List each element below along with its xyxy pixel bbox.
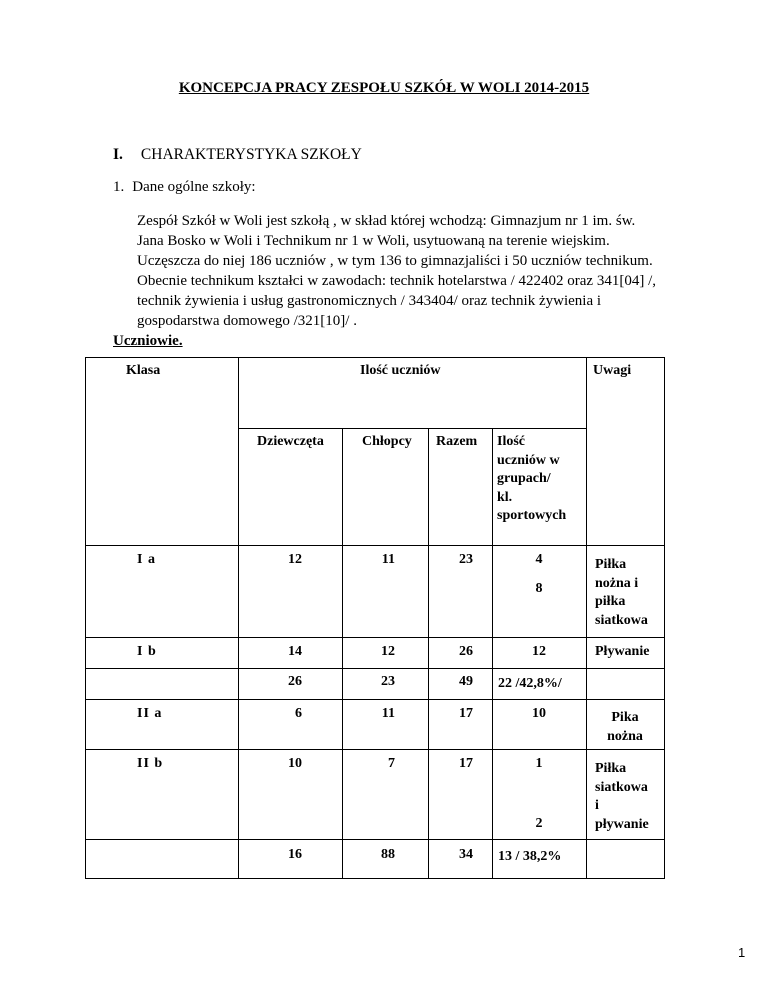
cell-grupy-ib: 12 — [532, 644, 546, 659]
header-grupy-line: sportowych — [497, 508, 567, 523]
cell-grupy-iib-2: 2 — [535, 816, 543, 831]
page-number: 1 — [738, 945, 746, 960]
cell-klasa-iia: II a — [137, 706, 163, 721]
header-ilosc-w-grupach — [497, 433, 585, 526]
cell-chlopcy-sum1: 23 — [381, 674, 395, 689]
cell-chlopcy-iia: 11 — [381, 706, 395, 721]
header-dziewczeta: Dziewczęta — [257, 434, 324, 449]
students-subheading: Uczniowie. — [113, 333, 183, 349]
header-grupy-line: kl. — [497, 489, 513, 505]
header-uwagi: Uwagi — [593, 363, 632, 378]
uwagi-line: pływanie — [595, 816, 649, 832]
section-title: CHARAKTERYSTYKA SZKOŁY — [140, 146, 362, 163]
paragraph-line: gospodarstwa domowego /321[10]/ . — [137, 313, 357, 329]
cell-klasa-iib: II b — [137, 756, 164, 771]
paragraph-line: technik żywienia i usług gastronomicznych / 343404/ oraz technik żywienia i — [137, 293, 602, 309]
paragraph-line: Jana Bosko w Woli i Technikum nr 1 w Woli, usytuowaną na terenie wiejskim. — [137, 233, 610, 249]
cell-razem-iia: 17 — [459, 706, 473, 721]
cell-razem-iib: 17 — [459, 756, 473, 771]
cell-grupy-ia-2: 8 — [535, 581, 543, 596]
header-grupy-line: Ilość — [497, 434, 525, 449]
cell-dziewczeta-iia: 6 — [295, 706, 302, 721]
document-title: KONCEPCJA PRACY ZESPOŁU SZKÓŁ W WOLI 2014-2015 — [178, 80, 590, 96]
cell-chlopcy-sum2: 88 — [381, 847, 395, 862]
cell-uwagi-ib: Pływanie — [595, 644, 650, 659]
uwagi-line: nożna i — [595, 575, 639, 591]
cell-razem-sum1: 49 — [459, 674, 473, 689]
cell-chlopcy-ib: 12 — [381, 644, 395, 659]
cell-dziewczeta-ib: 14 — [288, 644, 302, 659]
paragraph-line: Uczęszcza do niej 186 uczniów , w tym 136 to gimnazjaliści i 50 uczniów technikum. — [137, 253, 653, 269]
cell-dziewczeta-ia: 12 — [288, 552, 302, 567]
cell-dziewczeta-iib: 10 — [288, 756, 302, 771]
header-grupy-line: grupach/ — [497, 471, 551, 486]
cell-dziewczeta-sum2: 16 — [288, 847, 302, 862]
section-number: I. — [113, 146, 123, 163]
uwagi-line: i — [595, 798, 599, 813]
cell-klasa-ib: I b — [137, 644, 157, 659]
cell-razem-ia: 23 — [459, 552, 473, 567]
subsection-number: 1. — [113, 179, 125, 195]
uwagi-line: Piłka — [595, 557, 627, 572]
header-grupy-line: uczniów w — [497, 452, 560, 468]
paragraph-line: Obecnie technikum kształci w zawodach: technik hotelarstwa / 422402 oraz 341[04] /, — [137, 273, 656, 289]
header-chlopcy: Chłopcy — [362, 434, 412, 449]
uwagi-line: piłka — [595, 594, 626, 609]
uwagi-line: Piłka — [595, 761, 627, 776]
uwagi-line: siatkowa — [595, 779, 648, 795]
cell-grupy-sum1: 22 /42,8%/ — [498, 676, 562, 691]
cell-razem-sum2: 34 — [459, 847, 473, 862]
header-klasa: Klasa — [126, 363, 161, 378]
cell-razem-ib: 26 — [459, 644, 473, 659]
uwagi-line: Pika — [611, 710, 639, 725]
header-ilosc-uczniow: Ilość uczniów — [360, 363, 441, 378]
cell-grupy-iia: 10 — [532, 706, 546, 721]
cell-grupy-iib-1: 1 — [535, 756, 543, 771]
cell-uwagi-iib — [595, 760, 649, 834]
uwagi-line: nożna — [607, 728, 643, 744]
subsection-title: Dane ogólne szkoły: — [132, 179, 256, 195]
cell-klasa-ia: I a — [137, 552, 156, 567]
header-razem: Razem — [436, 434, 478, 449]
cell-uwagi-iia — [590, 709, 660, 746]
cell-chlopcy-iib: 7 — [388, 756, 395, 771]
cell-dziewczeta-sum1: 26 — [288, 674, 302, 689]
cell-uwagi-ia — [595, 556, 648, 630]
paragraph-line: Zespół Szkół w Woli jest szkołą , w skład której wchodzą: Gimnazjum nr 1 im. św. — [137, 213, 636, 229]
cell-chlopcy-ia: 11 — [381, 552, 395, 567]
uwagi-line: siatkowa — [595, 612, 648, 628]
cell-grupy-sum2: 13 / 38,2% — [498, 849, 562, 864]
cell-grupy-ia-1: 4 — [535, 552, 543, 567]
